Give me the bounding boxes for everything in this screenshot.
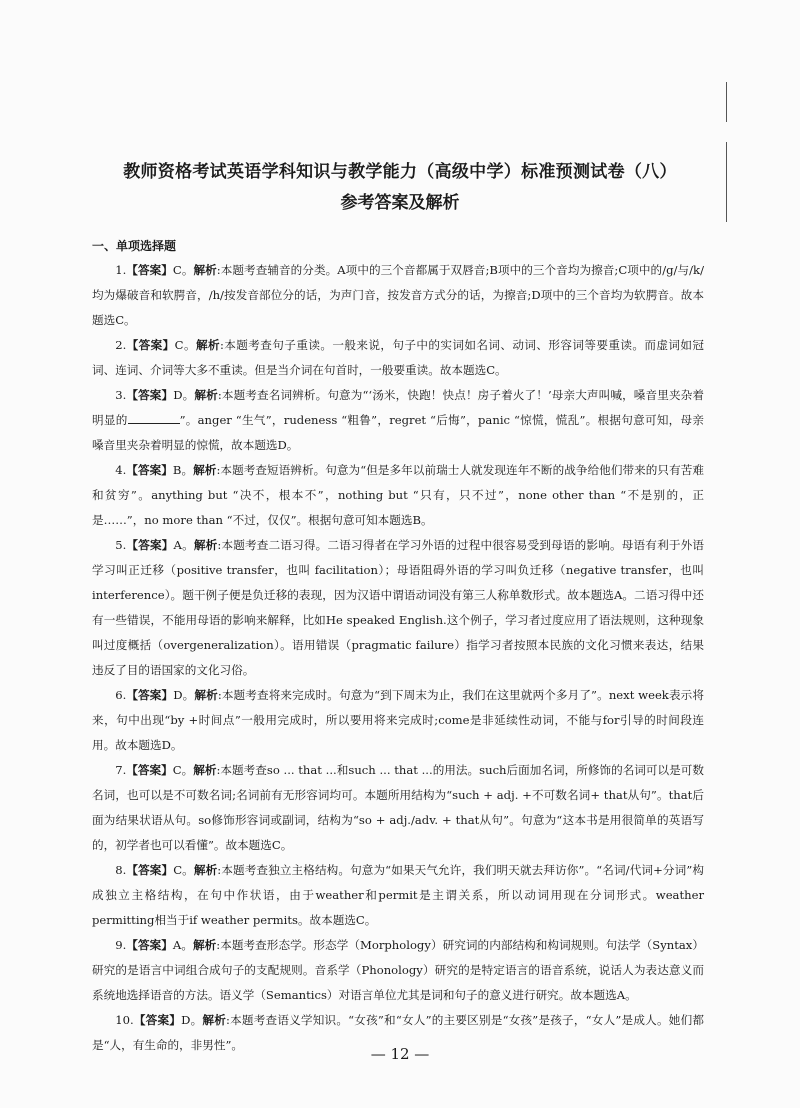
answer-label: 【答案】: [126, 688, 174, 702]
item-number: 8.: [115, 863, 127, 877]
item-number: 2.: [115, 338, 127, 352]
answer-label: 【答案】: [126, 463, 173, 477]
analysis-text: :本题考查将来完成时。句意为“到下周末为止，我们在这里就两个多月了”。next week表示将来，句中出现“by +时间点”一般用完成时，所以要用将来完成时;come是非延续性动词，不能与for引导的时间段连用。故本题选D。: [92, 688, 704, 752]
analysis-label: 解析: [194, 388, 218, 402]
answer-item: [92, 758, 704, 858]
section-heading: 一、单项选择题: [92, 239, 177, 253]
item-number: 6.: [115, 688, 127, 702]
answer-item: [92, 683, 704, 758]
answer-label: 【答案】: [126, 338, 175, 352]
analysis-text: :本题考查辅音的分类。A项中的三个音都属于双唇音;B项中的三个音均为擦音;C项中的/g/与/k/均为爆破音和软腭音，/h/按发音部位分的话，为声门音，按发音方式分的话，为擦音;D项中的三个音均为软腭音。故本题选C。: [92, 263, 704, 327]
answer-item: [92, 258, 704, 333]
answer-label: 【答案】: [126, 388, 174, 402]
analysis-label: 解析: [193, 463, 217, 477]
analysis-text: :本题考查语义学知识。“女孩”和“女人”的主要区别是“女孩”是孩子，“女人”是成人。她们都是“人，有生命的，非男性”。: [92, 1013, 704, 1052]
analysis-label: 解析: [202, 1013, 226, 1027]
scan-margin-line: [726, 82, 727, 122]
item-number: 4.: [115, 463, 127, 477]
item-number: 5.: [115, 538, 127, 552]
analysis-text: ”。anger “生气”，rudeness “粗鲁”，regret “后悔”，panic “惊慌，慌乱”。根据句意可知，母亲嗓音里夹杂着明显的惊慌，故本题选D。: [92, 413, 704, 452]
answer-item: [92, 933, 704, 1008]
answer-item: [92, 533, 704, 683]
answer-value: C。: [172, 763, 194, 777]
answer-value: D。: [173, 688, 195, 702]
item-number: 1.: [115, 263, 127, 277]
answer-value: C。: [172, 263, 194, 277]
answer-label: 【答案】: [126, 938, 173, 952]
answer-item: [92, 858, 704, 933]
answer-item: [92, 333, 704, 383]
analysis-label: 解析: [193, 263, 217, 277]
answer-value: C。: [173, 863, 194, 877]
analysis-text: :本题考查so ... that ...和such ... that ...的用法。such后面加名词，所修饰的名词可以是可数名词，也可以是不可数名词;名词前有无形容词均可。本题所用结构为“such + adj. +不可数名词+ that从句”。that后面为结果状语从句。so修饰形容词或副词，结构为“so + adj./adv. + that从句”。句意为“这本书是用很简单的英语写的，初学者也可以看懂”。故本题选C。: [92, 763, 704, 852]
answer-value: C。: [174, 338, 196, 352]
answer-label: 【答案】: [126, 863, 174, 877]
answer-value: A。: [172, 938, 193, 952]
answer-label: 【答案】: [133, 1013, 182, 1027]
analysis-text: :本题考查名词辨析。句意为“‘汤米，快跑！快点！房子着火了！’母亲大声叫喊，嗓音里夹杂着明显的: [92, 388, 704, 427]
answer-label: 【答案】: [126, 263, 173, 277]
analysis-text: :本题考查独立主格结构。句意为“如果天气允许，我们明天就去拜访你”。“名词/代词+分词”构成独立主格结构，在句中作状语，由于weather和permit是主谓关系，所以动词用现在分词形式。weather permitting相当于if weather permits。故本题选C。: [92, 863, 704, 927]
item-number: 10.: [115, 1013, 134, 1027]
analysis-label: 解析: [193, 763, 217, 777]
answer-item: [92, 458, 704, 533]
item-number: 9.: [115, 938, 127, 952]
analysis-text: :本题考查短语辨析。句意为“但是多年以前瑞士人就发现连年不断的战争给他们带来的只有苦难和贫穷”。anything but “决不，根本不”，nothing but “只有，只不过”，none other than “不是别的，正是……”，no more than “不过，仅仅”。根据句意可知本题选B。: [92, 463, 704, 527]
analysis-label: 解析: [192, 938, 217, 952]
analysis-text: :本题考查形态学。形态学（Morphology）研究词的内部结构和构词规则。句法学（Syntax）研究的是语言中词组合成句子的支配规则。音系学（Phonology）研究的是特定语言的语音系统，说话人为表达意义而系统地选择语音的方法。语义学（Semantics）对语言单位尤其是词和句子的意义进行研究。故本题选A。: [92, 938, 704, 1002]
page-title: 教师资格考试英语学科知识与教学能力（高级中学）标准预测试卷（八）: [123, 162, 677, 182]
answer-value: A。: [173, 538, 194, 552]
analysis-text: :本题考查句子重读。一般来说，句子中的实词如名词、动词、形容词等要重读。而虚词如冠词、连词、介词等大多不重读。但是当介词在句首时，一般要重读。故本题选C。: [92, 338, 704, 377]
analysis-label: 解析: [194, 688, 218, 702]
analysis-text: :本题考查二语习得。二语习得者在学习外语的过程中很容易受到母语的影响。母语有利于外语学习叫正迁移（positive transfer，也叫 facilitation）；母语阻碍外语的学习叫负迁移（negative transfer，也叫 interference）。题干例子便是负迁移的表现，因为汉语中谓语动词没有第三人称单数形式。故本题选A。二语习得中还有一些错误，不能用母语的影响来解释，比如He speaked English.这个例子，学习者过度应用了语法规则，这种现象叫过度概括（overgeneralization）。语用错误（pragmatic failure）指学习者按照本民族的文化习惯来表达，结果违反了目的语国家的文化习俗。: [92, 538, 704, 677]
fill-in-blank: [128, 412, 180, 424]
page-subtitle: 参考答案及解析: [340, 193, 460, 213]
page-number: — 12 —: [370, 1045, 430, 1063]
answer-list: [92, 258, 704, 1058]
analysis-label: 解析: [195, 338, 220, 352]
answer-value: D。: [173, 388, 195, 402]
answer-item: [92, 383, 704, 458]
answer-label: 【答案】: [126, 763, 173, 777]
item-number: 7.: [115, 763, 127, 777]
analysis-label: 解析: [193, 863, 218, 877]
answer-value: D。: [181, 1013, 203, 1027]
answer-value: B。: [172, 463, 194, 477]
analysis-label: 解析: [193, 538, 218, 552]
answer-label: 【答案】: [126, 538, 174, 552]
item-number: 3.: [115, 388, 127, 402]
